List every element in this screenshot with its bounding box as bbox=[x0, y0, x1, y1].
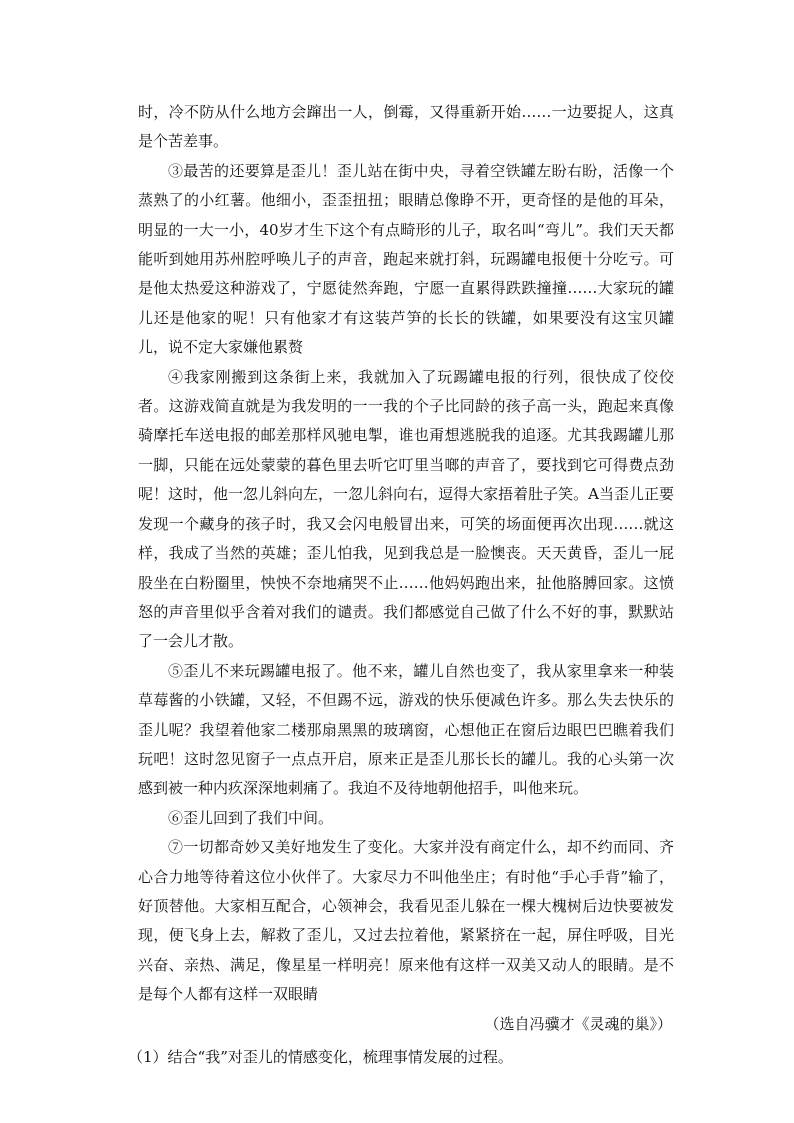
paragraph-4: ④我家刚搬到这条街上来，我就加入了玩踢罐电报的行列，很快成了佼佼者。这游戏简直就是为我发明的一一我的个子比同龄的孩子高一头，跑起来真像骑摩托车送电报的邮差那样风驰电掣，谁也甭想逃脱我的追逐。尤其我踢罐儿那一脚，只能在远处蒙蒙的暮色里去听它叮里当啷的声音了，要找到它可得费点劲呢！这时，他一忽儿斜向左，一忽儿斜向右，逗得大家捂着肚子笑。A当歪儿正要发现一个藏身的孩子时，我又会闪电般冒出来，可笑的场面便再次出现……就这样，我成了当然的英雄；歪儿怕我，见到我总是一脸懊丧。天天黄昏，歪儿一屁股坐在白粉圈里，怏怏不奈地痛哭不止……他妈妈跑出来，扯他胳膊回家。这愤怒的声音里似乎含着对我们的谴责。我们都感觉自己做了什么不好的事，默默站了一会儿才散。 bbox=[138, 367, 674, 651]
paragraph-3: ③最苦的还要算是歪儿！歪儿站在街中央，寻着空铁罐左盼右盼，活像一个蒸熟了的小红薯。他细小，歪歪扭扭；眼睛总像睁不开，更奇怪的是他的耳朵，明显的一大一小，40岁才生下这个有点畸形的儿子，取名叫“弯儿”。我们天天都能听到她用苏州腔呼唤儿子的声音，跑起来就打斜，玩踢罐电报便十分吃亏。可是他太热爱这种游戏了，宁愿徒然奔跑，宁愿一直累得跌跌撞撞……大家玩的罐儿还是他家的呢！只有他家才有这装芦笋的长长的铁罐，如果要没有这宝贝罐儿，说不定大家嫌他累赘 bbox=[138, 161, 674, 357]
question-1: （1）结合“我”对歪儿的情感变化，梳理事情发展的过程。 bbox=[128, 1048, 513, 1066]
source-citation: （选自冯骥才《灵魂的巢》） bbox=[484, 1014, 672, 1033]
paragraph-6: ⑥歪儿回到了我们中间。 bbox=[168, 808, 334, 827]
article-body bbox=[128, 98, 674, 1072]
paragraph-5: ⑤歪儿不来玩踢罐电报了。他不来，罐儿自然也变了，我从家里拿来一种装草莓酱的小铁罐，又轻，不但踢不远，游戏的快乐便减色许多。那么失去快乐的歪儿呢？我望着他家二楼那扇黑黑的玻璃窗，心想他正在窗后边眼巴巴瞧着我们玩吧！这时忽见窗子一点点开启，原来正是歪儿那长长的罐儿。我的心头第一次感到被一种内疚深深地刺痛了。我迫不及待地朝他招手，叫他来玩。 bbox=[138, 661, 674, 798]
paragraph-continuation: 时，冷不防从什么地方会蹿出一人，倒霉，又得重新开始……一边要捉人，这真是个苦差事。 bbox=[138, 103, 674, 151]
paragraph-7: ⑦一切都奇妙又美好地发生了变化。大家并没有商定什么，却不约而同、齐心合力地等待着这位小伙伴了。大家尽力不叫他坐庄；有时他“手心手背”输了，好顶替他。大家相互配合，心领神会，我看见歪儿躲在一棵大槐树后边快要被发现，便飞身上去，解救了歪儿，又过去拉着他，紧紧挤在一起，屏住呼吸，目光兴奋、亲热、满足，像星星一样明亮！原来他有这样一双美又动人的眼睛。是不是每个人都有这样一双眼睛 bbox=[138, 838, 674, 1004]
